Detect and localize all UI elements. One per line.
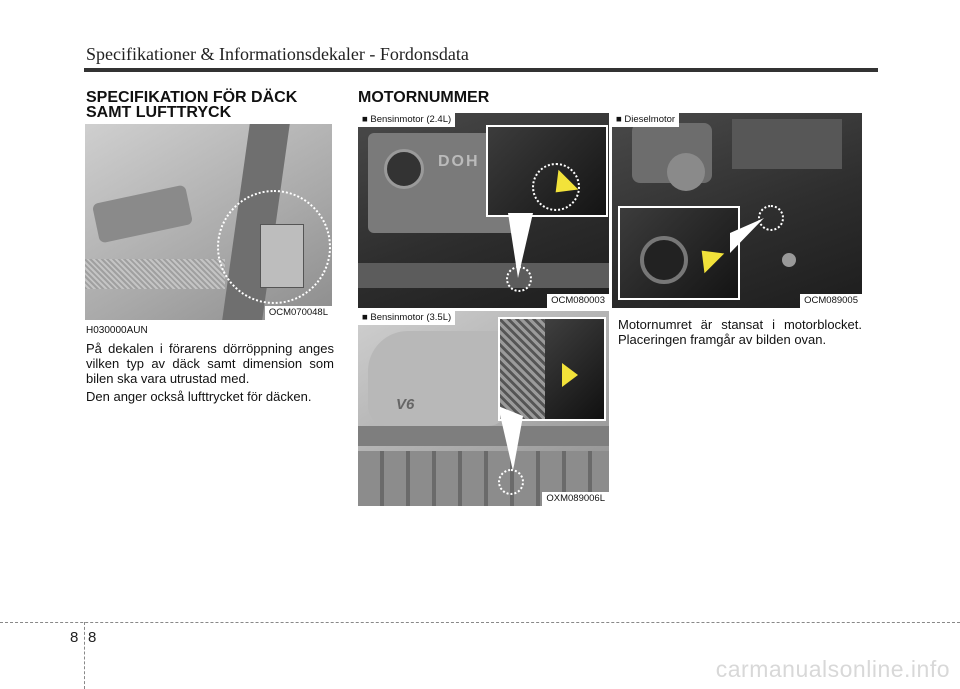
tire-paragraph-2: Den anger också lufttrycket för däcken. bbox=[86, 389, 312, 404]
engine-location-circle bbox=[498, 469, 524, 495]
tire-title-line2: SAMT LUFTTRYCK bbox=[86, 104, 232, 121]
engine-photo-diesel bbox=[612, 113, 862, 308]
engine-photo-2-4l bbox=[358, 113, 609, 308]
engine-section-title: MOTORNUMMER bbox=[358, 89, 490, 106]
door-switch-panel bbox=[92, 185, 193, 244]
sticker-highlight-circle bbox=[217, 190, 331, 304]
photo-caption: OXM089006L bbox=[542, 492, 609, 506]
tire-paragraph-1: På dekalen i förarens dörröppning anges vilken typ av däck samt dimension som bilen ska vara utrustad med. bbox=[86, 341, 334, 386]
door-sticker-photo bbox=[85, 124, 332, 320]
callout-pointer bbox=[358, 311, 609, 506]
engine-emblem-text: DOH bbox=[438, 153, 480, 170]
page-header-title: Specifikationer & Informationsdekaler - Fordonsdata bbox=[86, 44, 469, 64]
photo-caption: OCM089005 bbox=[800, 294, 862, 308]
page-number: 8 bbox=[88, 629, 97, 646]
section-code: H030000AUN bbox=[86, 325, 148, 336]
callout-pointer bbox=[612, 113, 862, 308]
header-rule bbox=[84, 68, 878, 72]
page-number-chapter: 8 bbox=[70, 629, 79, 646]
watermark-text: carmanualsonline.info bbox=[715, 656, 950, 682]
callout-pointer bbox=[358, 113, 609, 308]
photo-label: ■ Bensinmotor (3.5L) bbox=[358, 311, 455, 325]
photo-caption: OCM080003 bbox=[547, 294, 609, 308]
engine-emblem-text: V6 bbox=[396, 396, 415, 413]
engine-description: Motornumret är stansat i motorblocket. Placeringen framgår av bilden ovan. bbox=[618, 317, 862, 347]
engine-location-circle bbox=[506, 266, 532, 292]
tire-title-line1: SPECIFIKATION FÖR DÄCK bbox=[86, 89, 298, 106]
footer-dashed-divider bbox=[84, 622, 85, 689]
tire-section-title bbox=[86, 90, 297, 120]
photo-caption: OCM070048L bbox=[265, 306, 332, 320]
footer-dashed-rule bbox=[0, 622, 960, 623]
photo-label: ■ Dieselmotor bbox=[612, 113, 679, 127]
engine-location-circle bbox=[758, 205, 784, 231]
engine-photo-3-5l bbox=[358, 311, 609, 506]
textured-sill bbox=[85, 259, 225, 289]
photo-label: ■ Bensinmotor (2.4L) bbox=[358, 113, 455, 127]
